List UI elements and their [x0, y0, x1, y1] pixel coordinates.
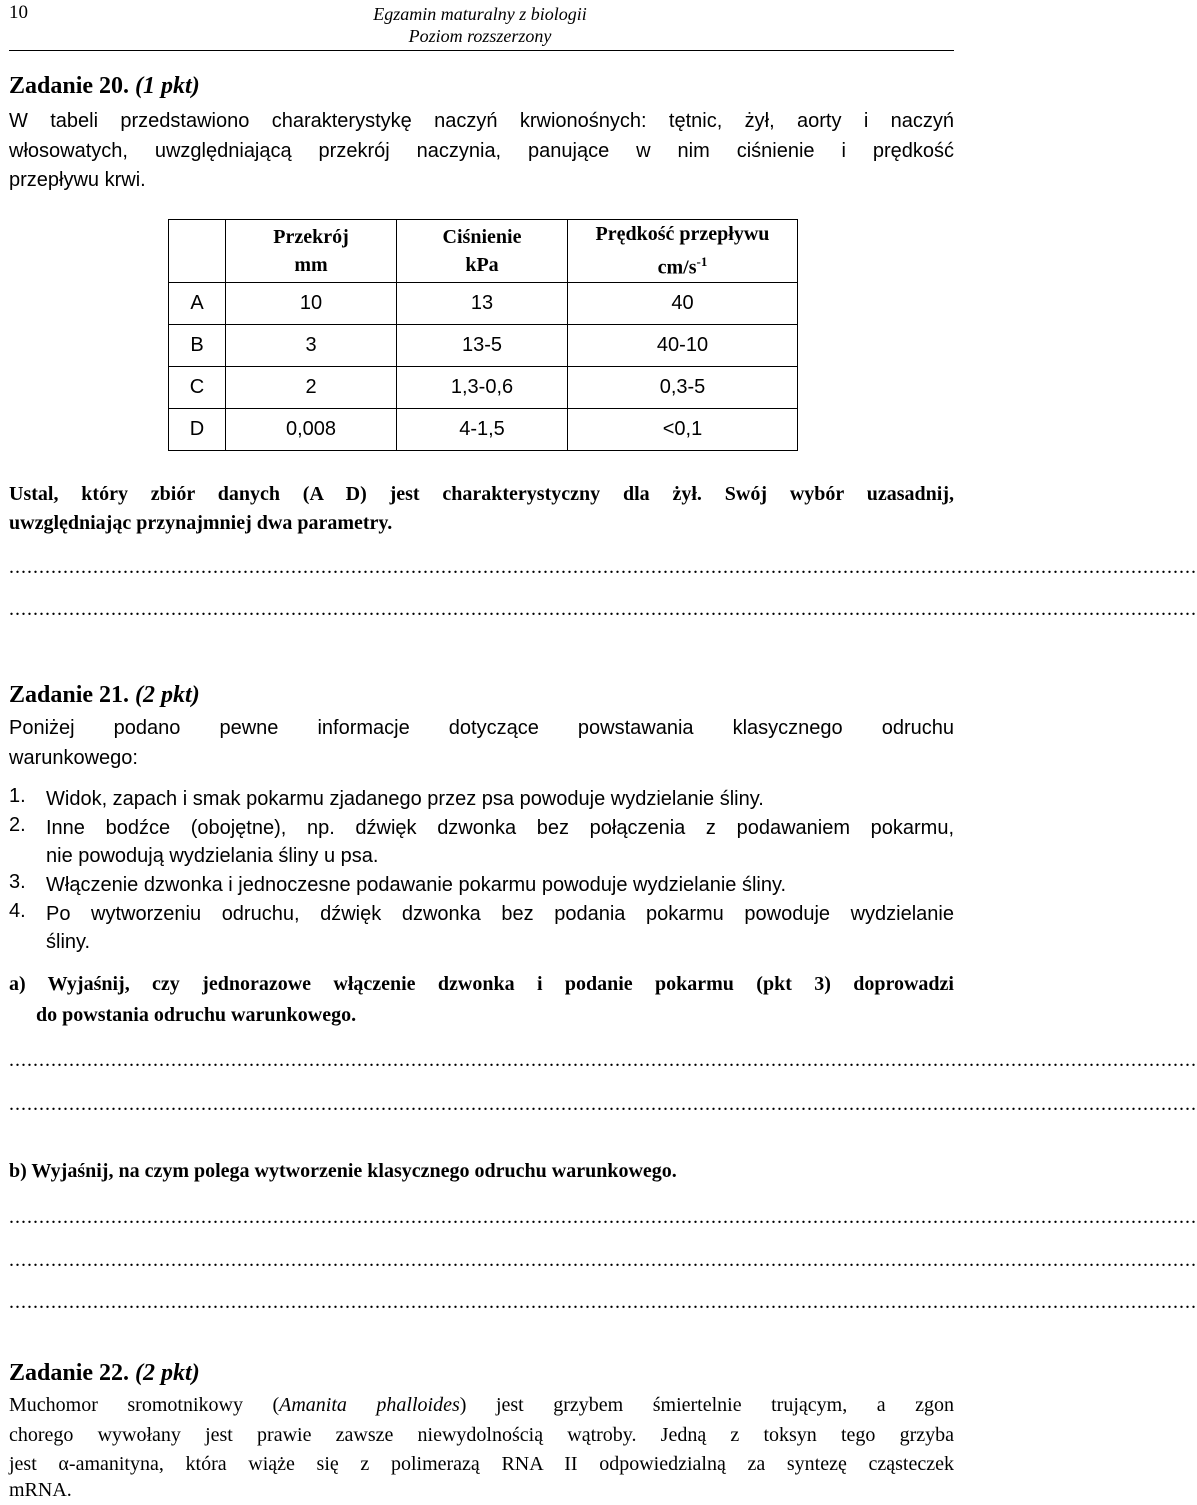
task-21-question-b: b) Wyjaśnij, na czym polega wytworzenie klasycznego odruchu warunkowego. — [9, 1160, 677, 1182]
row-label: D — [169, 409, 226, 451]
task-22-line-1-end: ) jest grzybem śmiertelnie trującym, a zgon — [459, 1394, 954, 1416]
list-item-text: Inne bodźce (obojętne), np. dźwięk dzwonka bez połączenia z podawaniem pokarmu, — [46, 817, 954, 839]
header-cross-section — [226, 220, 397, 283]
task-20-intro-line-1: W tabeli przedstawiono charakterystykę naczyń krwionośnych: tętnic, żył, aorty i naczyń — [9, 110, 954, 132]
header-cross-section-unit: mm — [294, 254, 328, 276]
list-item-number: 4. — [9, 900, 26, 922]
header-pressure-unit: kPa — [465, 254, 499, 276]
species-latin-name: Amanita phalloides — [279, 1394, 460, 1416]
cell-flow-speed: <0,1 — [568, 409, 798, 451]
cell-cross-section: 2 — [226, 367, 397, 409]
table-header-row — [169, 220, 798, 283]
task-21-points: (2 pkt) — [135, 682, 200, 708]
table-row — [169, 283, 798, 325]
cell-flow-speed: 0,3-5 — [568, 367, 798, 409]
task-20-intro-line-2: włosowatych, uwzględniającą przekrój naczynia, panujące w nim ciśnienie i prędkość — [9, 140, 954, 162]
header-flow-speed-unit — [568, 248, 797, 282]
row-label: C — [169, 367, 226, 409]
cell-flow-speed: 40 — [568, 283, 798, 325]
task-22-line-4: mRNA. — [9, 1479, 72, 1501]
task-21-number: Zadanie 21. — [9, 682, 130, 708]
flow-unit-exponent: -1 — [696, 254, 708, 270]
task-22-line-2: chorego wywołany jest prawie zawsze niewydolnością wątroby. Jedną z toksyn tego grzyba — [9, 1424, 954, 1446]
task-20-points: (1 pkt) — [135, 73, 200, 99]
answer-line[interactable]: ...................................................................................................................................................................................................... — [9, 1206, 1197, 1228]
task-21-question-a-line-2: do powstania odruchu warunkowego. — [36, 1004, 357, 1026]
cell-cross-section: 10 — [226, 283, 397, 325]
cell-flow-speed: 40-10 — [568, 325, 798, 367]
list-item-text: Włączenie dzwonka i jednoczesne podawanie pokarmu powoduje wydzielanie śliny. — [46, 874, 787, 896]
exam-header — [0, 3, 960, 47]
row-label: B — [169, 325, 226, 367]
task-22-points: (2 pkt) — [135, 1360, 200, 1386]
vessel-data-table — [168, 219, 798, 451]
header-flow-speed — [568, 220, 798, 283]
cell-pressure: 13-5 — [397, 325, 568, 367]
list-item-text-continued: nie powodują wydzielania śliny u psa. — [46, 845, 379, 867]
task-20-question-line-2: uwzględniając przynajmniej dwa parametry. — [9, 512, 393, 534]
list-item-text: Widok, zapach i smak pokarmu zjadanego przez psa powoduje wydzielanie śliny. — [46, 788, 764, 810]
task-22-line-1 — [9, 1391, 954, 1420]
answer-line[interactable]: ...................................................................................................................................................................................................... — [9, 556, 1197, 578]
list-item-text: Po wytworzeniu odruchu, dźwięk dzwonka bez podania pokarmu powoduje wydzielanie — [46, 903, 954, 925]
flow-unit-base: cm/s — [657, 256, 697, 279]
task-20-title — [9, 73, 200, 100]
task-22-line-3: jest α-amanityna, która wiąże się z polimerazą RNA II odpowiedzialną za syntezę cząsteczek — [9, 1453, 954, 1475]
cell-cross-section: 3 — [226, 325, 397, 367]
list-item-number: 3. — [9, 871, 26, 893]
cell-pressure: 13 — [397, 283, 568, 325]
answer-line[interactable]: ...................................................................................................................................................................................................... — [9, 1249, 1197, 1271]
row-label: A — [169, 283, 226, 325]
answer-line[interactable]: ...................................................................................................................................................................................................... — [9, 598, 1197, 620]
answer-line[interactable]: ...................................................................................................................................................................................................... — [9, 1049, 1197, 1071]
task-21-intro-line-2: warunkowego: — [9, 747, 138, 769]
header-divider — [9, 50, 954, 51]
task-21-intro-line-1: Poniżej podano pewne informacje dotyczące powstawania klasycznego odruchu — [9, 717, 954, 739]
cell-cross-section: 0,008 — [226, 409, 397, 451]
table-row — [169, 325, 798, 367]
table-corner-cell — [169, 220, 226, 283]
task-21-question-a-line-1: a) Wyjaśnij, czy jednorazowe włączenie dzwonka i podanie pokarmu (pkt 3) doprowadzi — [9, 973, 954, 995]
task-20-intro-line-3: przepływu krwi. — [9, 169, 146, 191]
header-cross-section-label: Przekrój — [273, 226, 349, 248]
cell-pressure: 4-1,5 — [397, 409, 568, 451]
exam-title: Egzamin maturalny z biologii — [373, 4, 587, 24]
table-row — [169, 367, 798, 409]
page-number: 10 — [9, 2, 28, 23]
task-22-number: Zadanie 22. — [9, 1360, 130, 1386]
header-pressure — [397, 220, 568, 283]
task-22-title — [9, 1360, 200, 1387]
task-20-number: Zadanie 20. — [9, 73, 130, 99]
exam-level: Poziom rozszerzony — [408, 26, 552, 46]
cell-pressure: 1,3-0,6 — [397, 367, 568, 409]
header-pressure-label: Ciśnienie — [442, 226, 522, 248]
task-20-question-line-1: Ustal, który zbiór danych (A D) jest charakterystyczny dla żył. Swój wybór uzasadnij, — [9, 483, 954, 505]
list-item-number: 1. — [9, 785, 26, 807]
answer-line[interactable]: ...................................................................................................................................................................................................... — [9, 1093, 1197, 1115]
answer-line[interactable]: ...................................................................................................................................................................................................... — [9, 1291, 1197, 1313]
task-22-line-1-start: Muchomor sromotnikowy ( — [9, 1394, 280, 1416]
task-21-title — [9, 682, 200, 709]
table-row — [169, 409, 798, 451]
header-flow-speed-label: Prędkość przepływu — [595, 223, 770, 246]
list-item-number: 2. — [9, 814, 26, 836]
list-item-text-continued: śliny. — [46, 931, 91, 953]
